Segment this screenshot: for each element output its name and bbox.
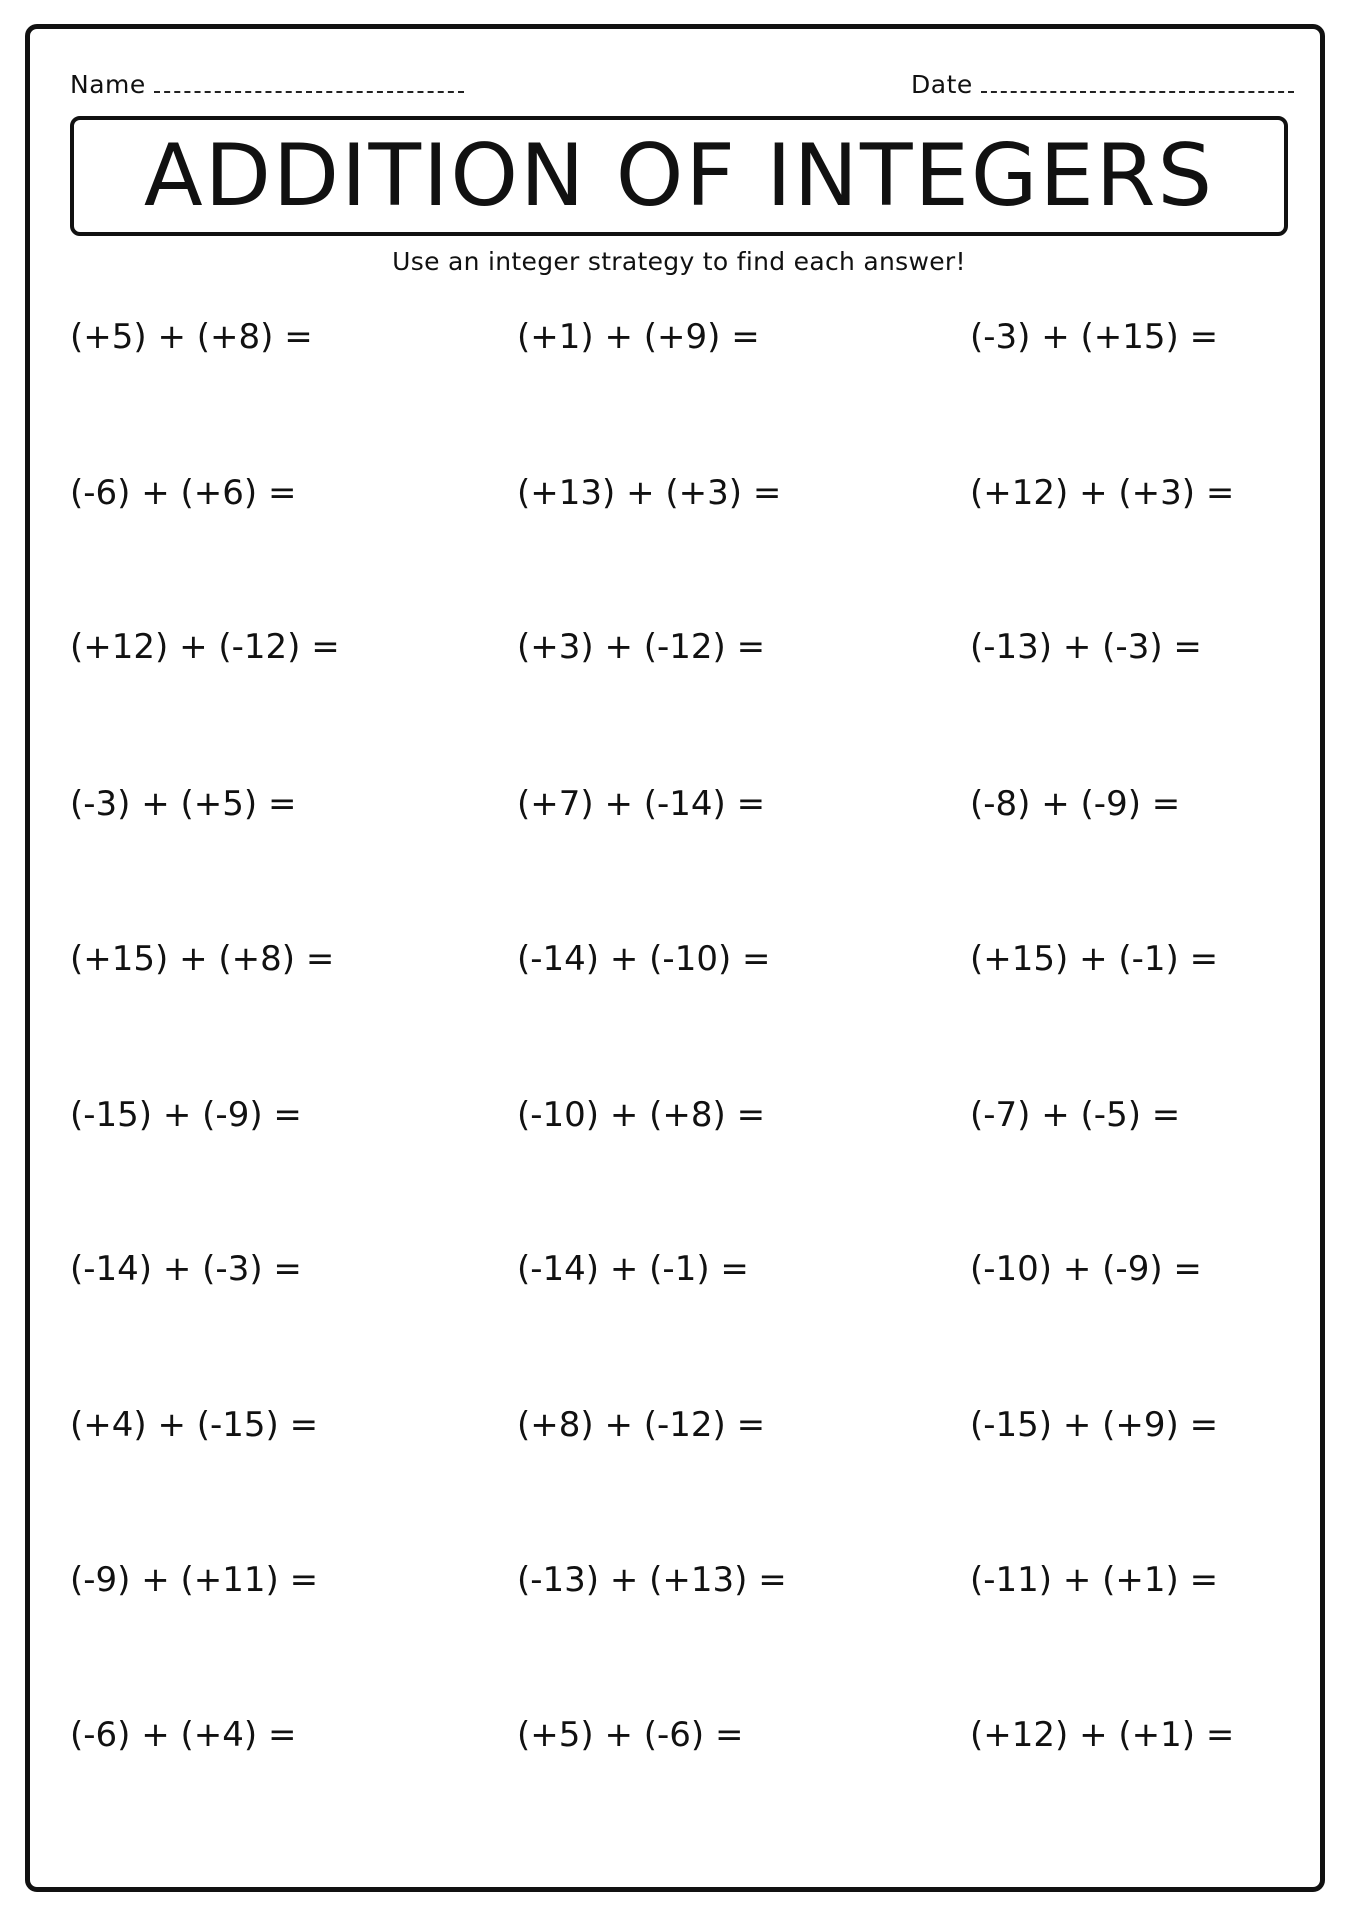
problem: (-3) + (+5) = [70, 784, 297, 824]
problem: (+5) + (-6) = [517, 1715, 744, 1755]
problem: (+12) + (+3) = [970, 473, 1235, 513]
instructions: Use an integer strategy to find each answer! [392, 247, 966, 276]
date-label: Date [911, 70, 973, 99]
problem: (+15) + (-1) = [970, 939, 1219, 979]
problem: (+15) + (+8) = [70, 939, 335, 979]
page-title: ADDITION OF INTEGERS [143, 126, 1215, 226]
problem: (+1) + (+9) = [517, 317, 760, 357]
problem: (+12) + (-12) = [70, 627, 340, 667]
date-field[interactable] [911, 70, 1294, 99]
problem: (-14) + (-10) = [517, 939, 771, 979]
problem: (-11) + (+1) = [970, 1560, 1219, 1600]
problem: (-14) + (-3) = [70, 1249, 302, 1289]
problem: (-7) + (-5) = [970, 1095, 1181, 1135]
problem: (-6) + (+6) = [70, 473, 297, 513]
problem: (-10) + (+8) = [517, 1095, 766, 1135]
problem: (-15) + (+9) = [970, 1405, 1219, 1445]
name-field[interactable] [70, 70, 464, 99]
problem: (-9) + (+11) = [70, 1560, 319, 1600]
problem: (+12) + (+1) = [970, 1715, 1235, 1755]
problem: (-15) + (-9) = [70, 1095, 302, 1135]
problem: (-13) + (-3) = [970, 627, 1202, 667]
problem: (+3) + (-12) = [517, 627, 766, 667]
problem: (+13) + (+3) = [517, 473, 782, 513]
problem: (-6) + (+4) = [70, 1715, 297, 1755]
name-blank-line[interactable] [154, 91, 464, 93]
title-box [70, 116, 1288, 236]
problem: (+5) + (+8) = [70, 317, 313, 357]
problem: (-8) + (-9) = [970, 784, 1181, 824]
problem: (-13) + (+13) = [517, 1560, 787, 1600]
problem: (-14) + (-1) = [517, 1249, 749, 1289]
problem: (-3) + (+15) = [970, 317, 1219, 357]
problem: (+8) + (-12) = [517, 1405, 766, 1445]
date-blank-line[interactable] [981, 91, 1294, 93]
problem: (+7) + (-14) = [517, 784, 766, 824]
name-label: Name [70, 70, 146, 99]
problem: (+4) + (-15) = [70, 1405, 319, 1445]
problem: (-10) + (-9) = [970, 1249, 1202, 1289]
